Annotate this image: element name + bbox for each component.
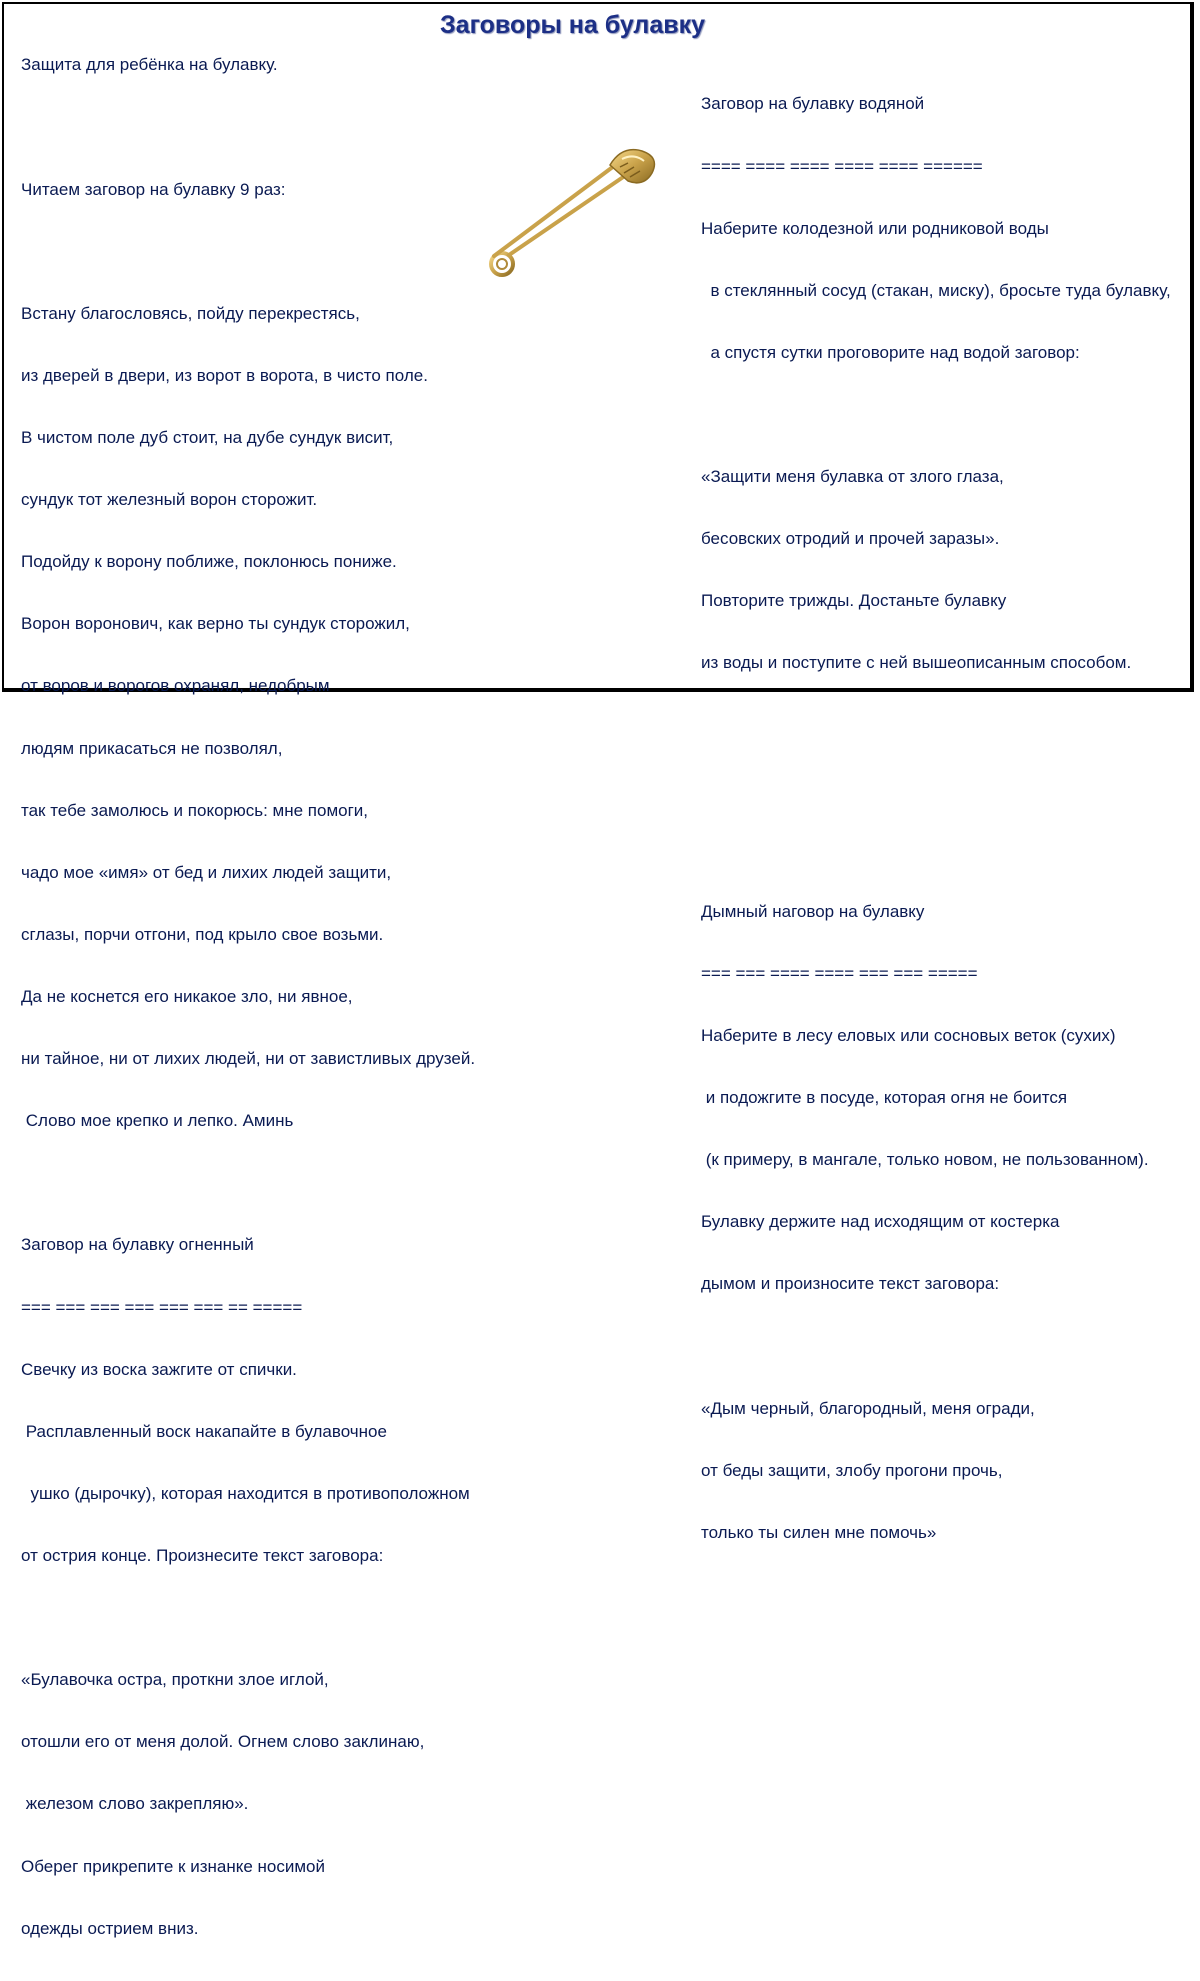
text-line: Подойду к ворону поближе, поклонюсь пониже. [21,552,397,572]
text-line: от беды защити, злобу прогони прочь, [701,1460,1003,1480]
text-line: сглазы, порчи отгони, под крыло свое возьми. [21,924,384,944]
text-line: === === === === === === == ===== [21,1297,303,1317]
text-line: Заговор на булавку огненный [21,1235,254,1255]
text-line: ушко (дырочку), которая находится в противоположном [21,1483,470,1503]
text-line: Заговор на булавку водяной [701,94,925,114]
text-line: от острия конце. Произнесите текст заговора: [21,1545,384,1565]
page-title: Заговоры на булавку [440,11,706,39]
text-line: Дымный наговор на булавку [701,901,925,921]
text-line: «Защити меня булавка от злого глаза, [701,467,1004,487]
text-line: Да не коснется его никакое зло, ни явное, [21,987,353,1007]
text-line: Встану благословясь, пойду перекрестясь, [21,303,360,323]
text-line [701,405,1171,426]
page-frame [2,2,1194,1938]
text-line: а спустя сутки проговорите над водой заговор: [701,342,1080,362]
text-line: дымом и произносите текст заговора: [701,1274,1000,1294]
text-line [21,1173,475,1194]
text-line: сундук тот железный ворон сторожит. [21,490,318,510]
text-line: только ты силен мне помочь» [701,1522,937,1542]
text-line: Наберите колодезной или родниковой воды [701,218,1049,238]
text-line: Оберег прикрепите к изнанке носимой [21,1856,325,1876]
text-line: одежды острием вниз. [21,1918,199,1938]
text-line: Слово мое крепко и лепко. Аминь [21,1111,294,1131]
text-line: в стеклянный сосуд (стакан, миску), бросьте туда булавку, [701,280,1171,300]
safety-pin-icon [482,141,672,286]
text-line: чадо мое «имя» от бед и лихих людей защити, [21,862,392,882]
text-line: и подожгите в посуде, которая огня не боится [701,1088,1068,1108]
left-column-text [21,14,475,1981]
right-column-text [701,53,1171,1585]
text-line [701,778,1171,799]
text-line: отошли его от меня долой. Огнем слово заклинаю, [21,1732,425,1752]
text-line: людям прикасаться не позволял, [21,738,283,758]
text-line: ни тайное, ни от лихих людей, ни от завистливых друзей. [21,1049,476,1069]
text-line: Наберите в лесу еловых или сосновых веток (сухих) [701,1025,1116,1045]
text-line: Свечку из воска зажгите от спички. [21,1359,297,1379]
text-line: Повторите трижды. Достаньте булавку [701,591,1007,611]
text-line: так тебе замолюсь и покорюсь: мне помоги, [21,800,369,820]
text-line: Булавку держите над исходящим от костерка [701,1212,1060,1232]
text-line: бесовских отродий и прочей заразы». [701,529,1000,549]
text-line: «Дым черный, благородный, меня огради, [701,1398,1035,1418]
text-line: Читаем заговор на булавку 9 раз: [21,179,286,199]
text-line: из дверей в двери, из ворот в ворота, в чисто поле. [21,365,428,385]
text-line: === === ==== ==== === === ===== [701,963,978,983]
text-line: железом слово закрепляю». [21,1794,249,1814]
text-line [21,1608,475,1629]
text-line [21,242,475,263]
text-line: (к примеру, в мангале, только новом, не пользованном). [701,1150,1149,1170]
text-line: «Булавочка остра, проткни злое иглой, [21,1670,329,1690]
text-line: В чистом поле дуб стоит, на дубе сундук висит, [21,428,394,448]
text-line: Ворон воронович, как верно ты сундук сторожил, [21,614,410,634]
text-line [701,1337,1171,1358]
text-line: Защита для ребёнка на булавку. [21,55,278,75]
text-line: из воды и поступите с ней вышеописанным способом. [701,653,1132,673]
text-line [701,840,1171,861]
text-line: ==== ==== ==== ==== ==== ====== [701,156,983,176]
text-line: Расплавленный воск накапайте в булавочное [21,1421,387,1441]
text-line: от воров и ворогов охранял, недобрым [21,676,330,696]
text-line [701,715,1171,736]
text-line [21,118,475,139]
